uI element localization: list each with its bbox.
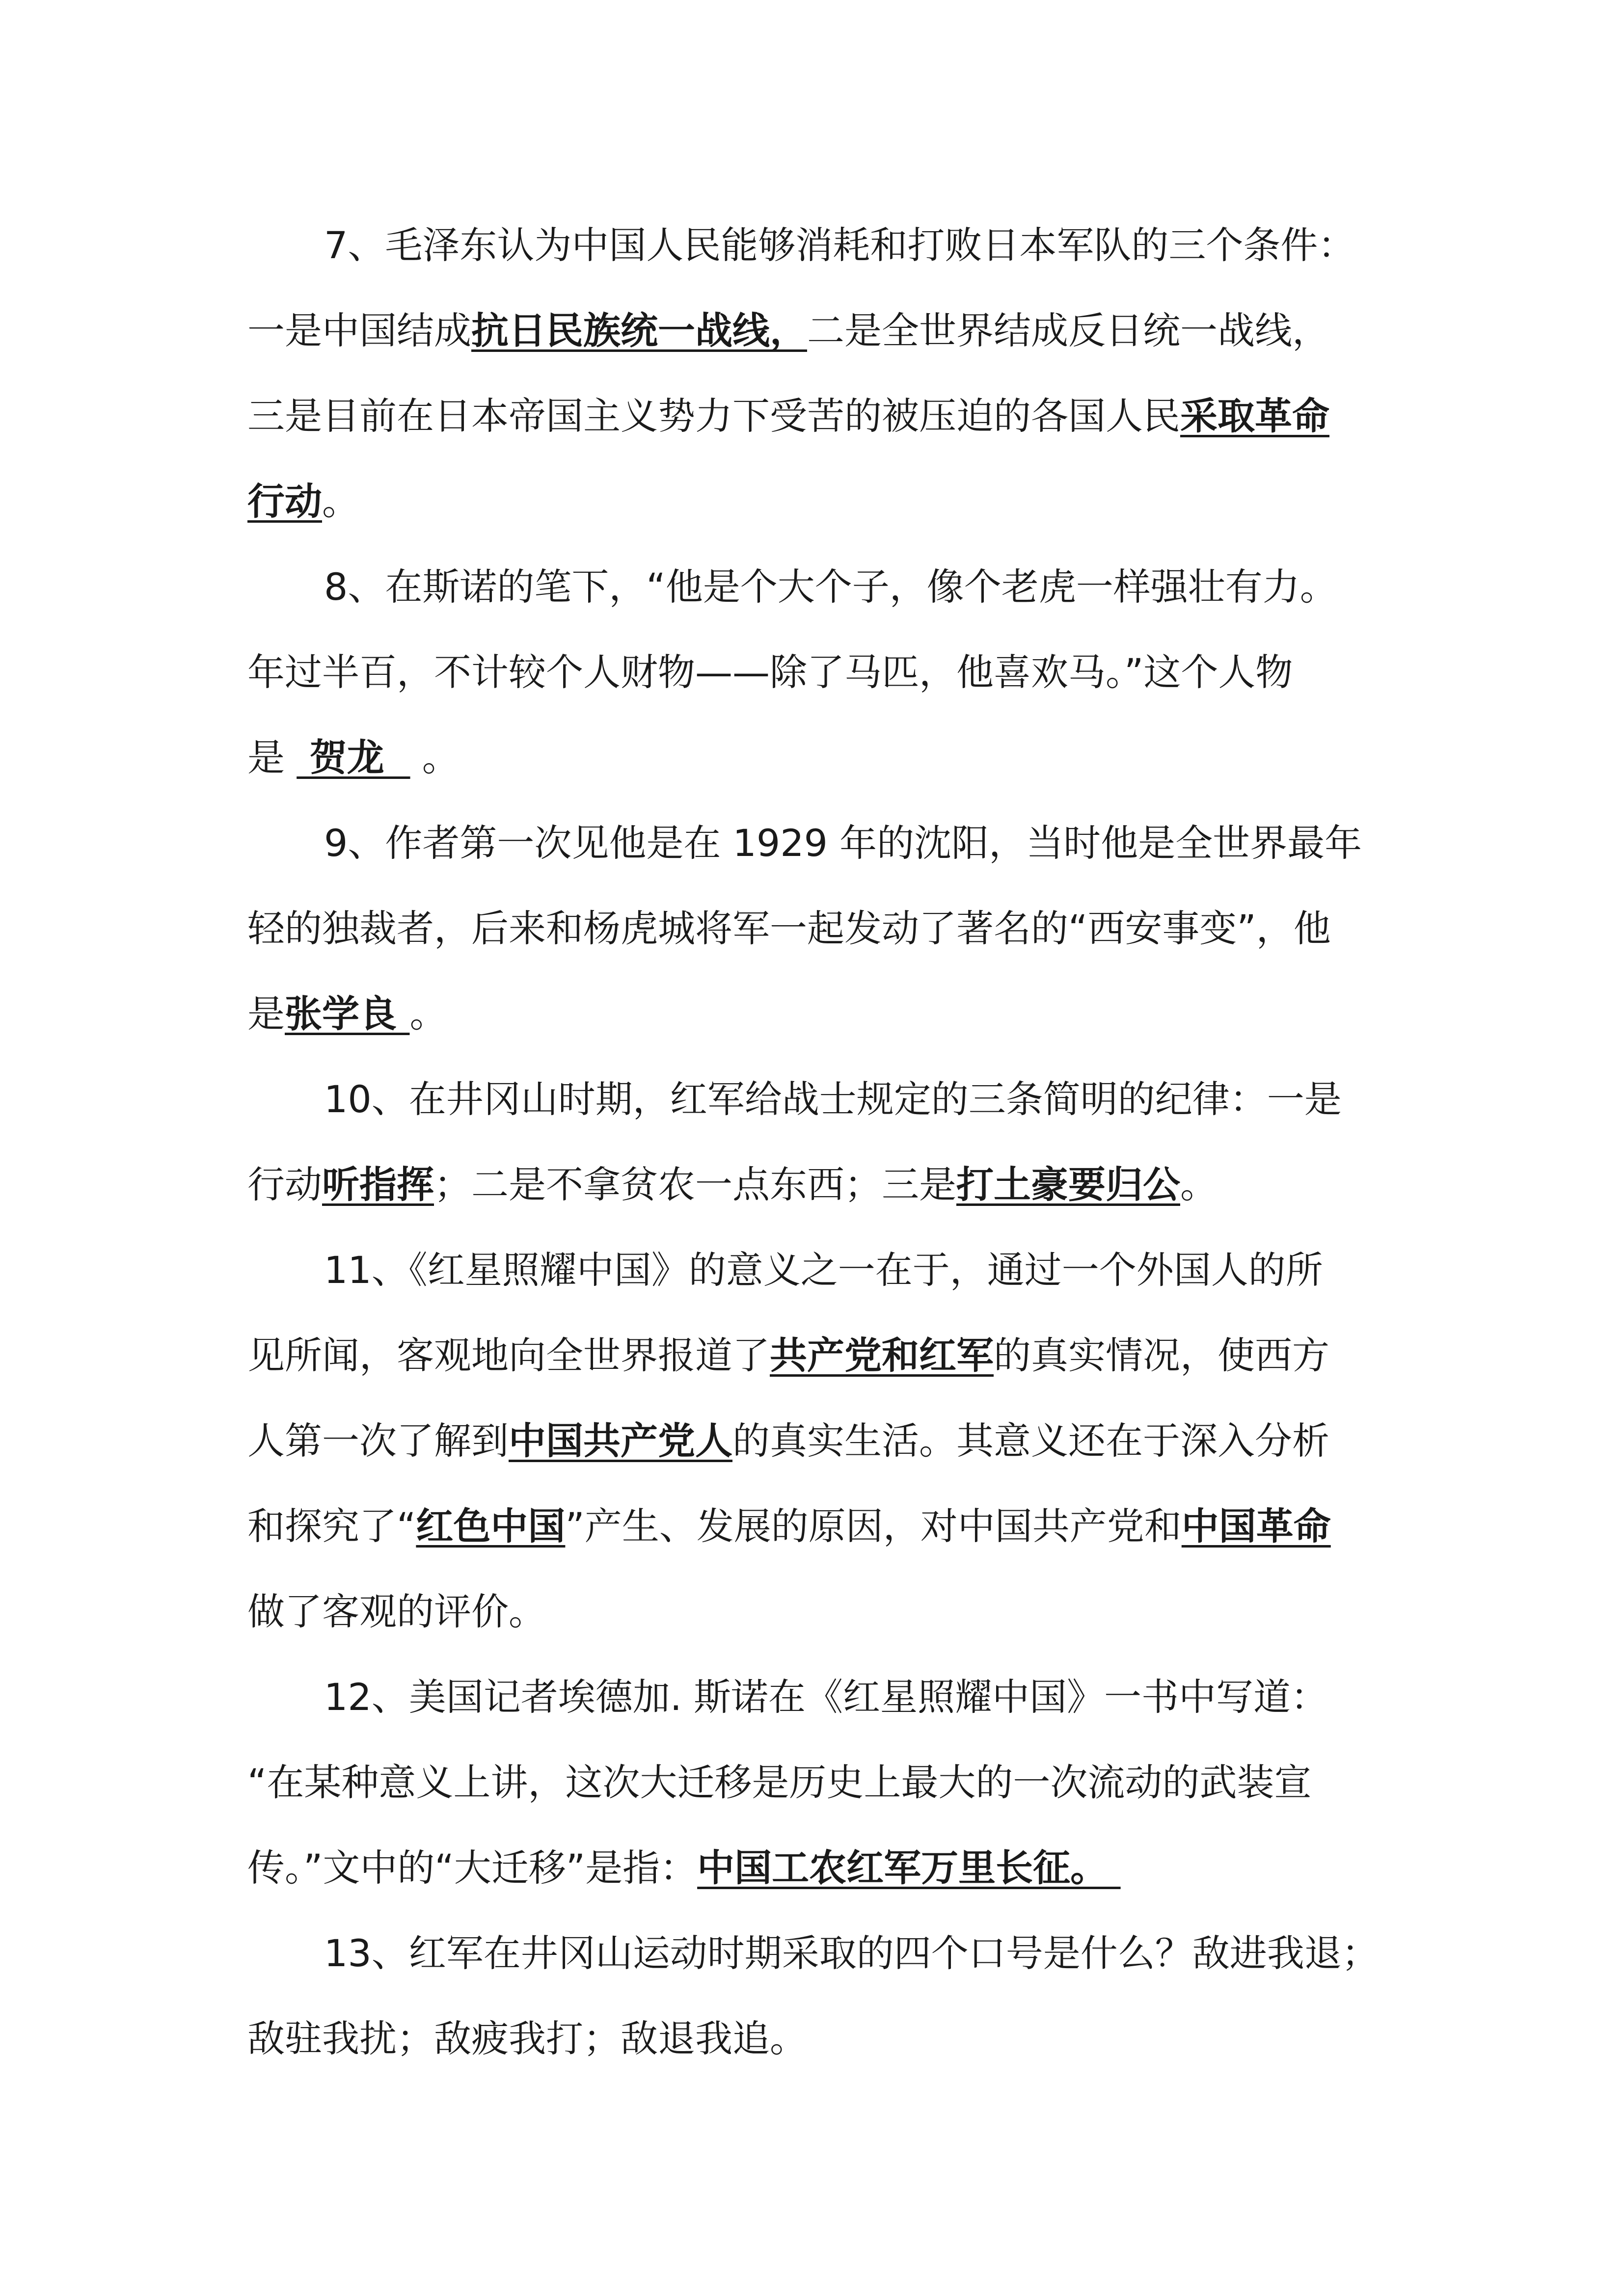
body-text: 传。”文中的“大迁移”是指：: [247, 1846, 698, 1890]
answer-text: 听指挥: [322, 1163, 434, 1206]
body-text: 轻的独裁者，后来和杨虎城将军一起发动了著名的“西安事变”，他: [247, 907, 1331, 950]
answer-text: 打土豪要归公: [956, 1163, 1180, 1206]
answer-text: 中国革命: [1181, 1504, 1331, 1548]
text-line: [247, 904, 1331, 953]
body-text: 三是目前在日本帝国主义势力下受苦的被压迫的各国人民: [247, 394, 1180, 438]
text-line: [247, 989, 447, 1039]
text-line: [324, 562, 1337, 612]
body-text: ”产生、发展的原因，对中国共产党和: [565, 1504, 1182, 1548]
body-text: 敌驻我扰；敌疲我打；敌退我追。: [247, 2017, 807, 2060]
text-line: [247, 1758, 1311, 1807]
text-line: [247, 648, 1293, 697]
text-line: [247, 1502, 1331, 1551]
body-text: 12、美国记者埃德加. 斯诺在《红星照耀中国》一书中写道：: [324, 1675, 1328, 1719]
answer-text: 中国共产党人: [509, 1419, 732, 1463]
answer-text: 采取革命: [1180, 394, 1329, 438]
body-text: 。: [1180, 1163, 1218, 1206]
text-line: [247, 306, 1329, 355]
body-text: 的真实生活。其意义还在于深入分析: [732, 1419, 1329, 1463]
body-text: 和探究了“: [247, 1504, 416, 1548]
answer-text: 抗日民族统一战线，: [471, 309, 807, 352]
text-line: [324, 1246, 1323, 1295]
body-text: 人第一次了解到: [247, 1419, 509, 1463]
body-text: 二是全世界结成反日统一战线，: [807, 309, 1329, 352]
body-text: 做了客观的评价。: [247, 1590, 546, 1633]
text-line: [247, 1843, 1121, 1893]
body-text: 8、在斯诺的笔下，“他是个大个子，像个老虎一样强壮有力。: [324, 565, 1337, 609]
body-text: 7、毛泽东认为中国人民能够消耗和打败日本军队的三个条件：: [324, 223, 1355, 267]
text-line: [324, 1673, 1328, 1722]
body-text: 见所闻，客观地向全世界报道了: [247, 1334, 770, 1377]
text-line: [324, 1929, 1379, 1978]
body-text: 13、红军在井冈山运动时期采取的四个口号是什么？敌进我退；: [324, 1931, 1379, 1975]
body-text: ；二是不拿贫农一点东西；三是: [434, 1163, 956, 1206]
body-text: 。: [322, 480, 359, 523]
text-line: [324, 221, 1355, 270]
text-line: [247, 1587, 546, 1636]
body-text: 是: [247, 736, 297, 779]
body-text: 的真实情况，使西方: [994, 1334, 1329, 1377]
body-text: 。: [409, 992, 447, 1036]
text-line: [324, 1075, 1342, 1124]
text-line: [247, 733, 460, 782]
body-text: “在某种意义上讲，这次大迁移是历史上最大的一次流动的武装宣: [247, 1761, 1312, 1804]
body-text: 行动: [247, 1163, 322, 1206]
text-line: [247, 2014, 807, 2063]
answer-text: 共产党和红军: [770, 1334, 994, 1377]
answer-text: 中国工农红军万里长征。: [697, 1846, 1121, 1890]
body-text: 年过半百，不计较个人财物——除了马匹，他喜欢马。”这个人物: [247, 650, 1293, 694]
text-line: [247, 1416, 1329, 1466]
body-text: 一是中国结成: [247, 309, 471, 352]
text-line: [247, 392, 1329, 441]
body-text: 9、作者第一次见他是在 1929 年的沈阳，当时他是全世界最年: [324, 821, 1362, 865]
text-line: [324, 819, 1362, 868]
answer-text: 张学良: [285, 992, 410, 1036]
body-text: 11、《红星照耀中国》的意义之一在于，通过一个外国人的所: [324, 1248, 1323, 1292]
text-line: [247, 1160, 1218, 1209]
answer-text: 行动: [247, 480, 322, 523]
answer-text: 贺龙: [297, 736, 410, 779]
body-text: 10、在井冈山时期，红军给战士规定的三条简明的纪律：一是: [324, 1077, 1342, 1121]
text-line: [247, 477, 359, 526]
answer-text: 红色中国: [416, 1504, 566, 1548]
body-text: 。: [410, 736, 460, 779]
text-line: [247, 1331, 1329, 1380]
body-text: 是: [247, 992, 285, 1036]
